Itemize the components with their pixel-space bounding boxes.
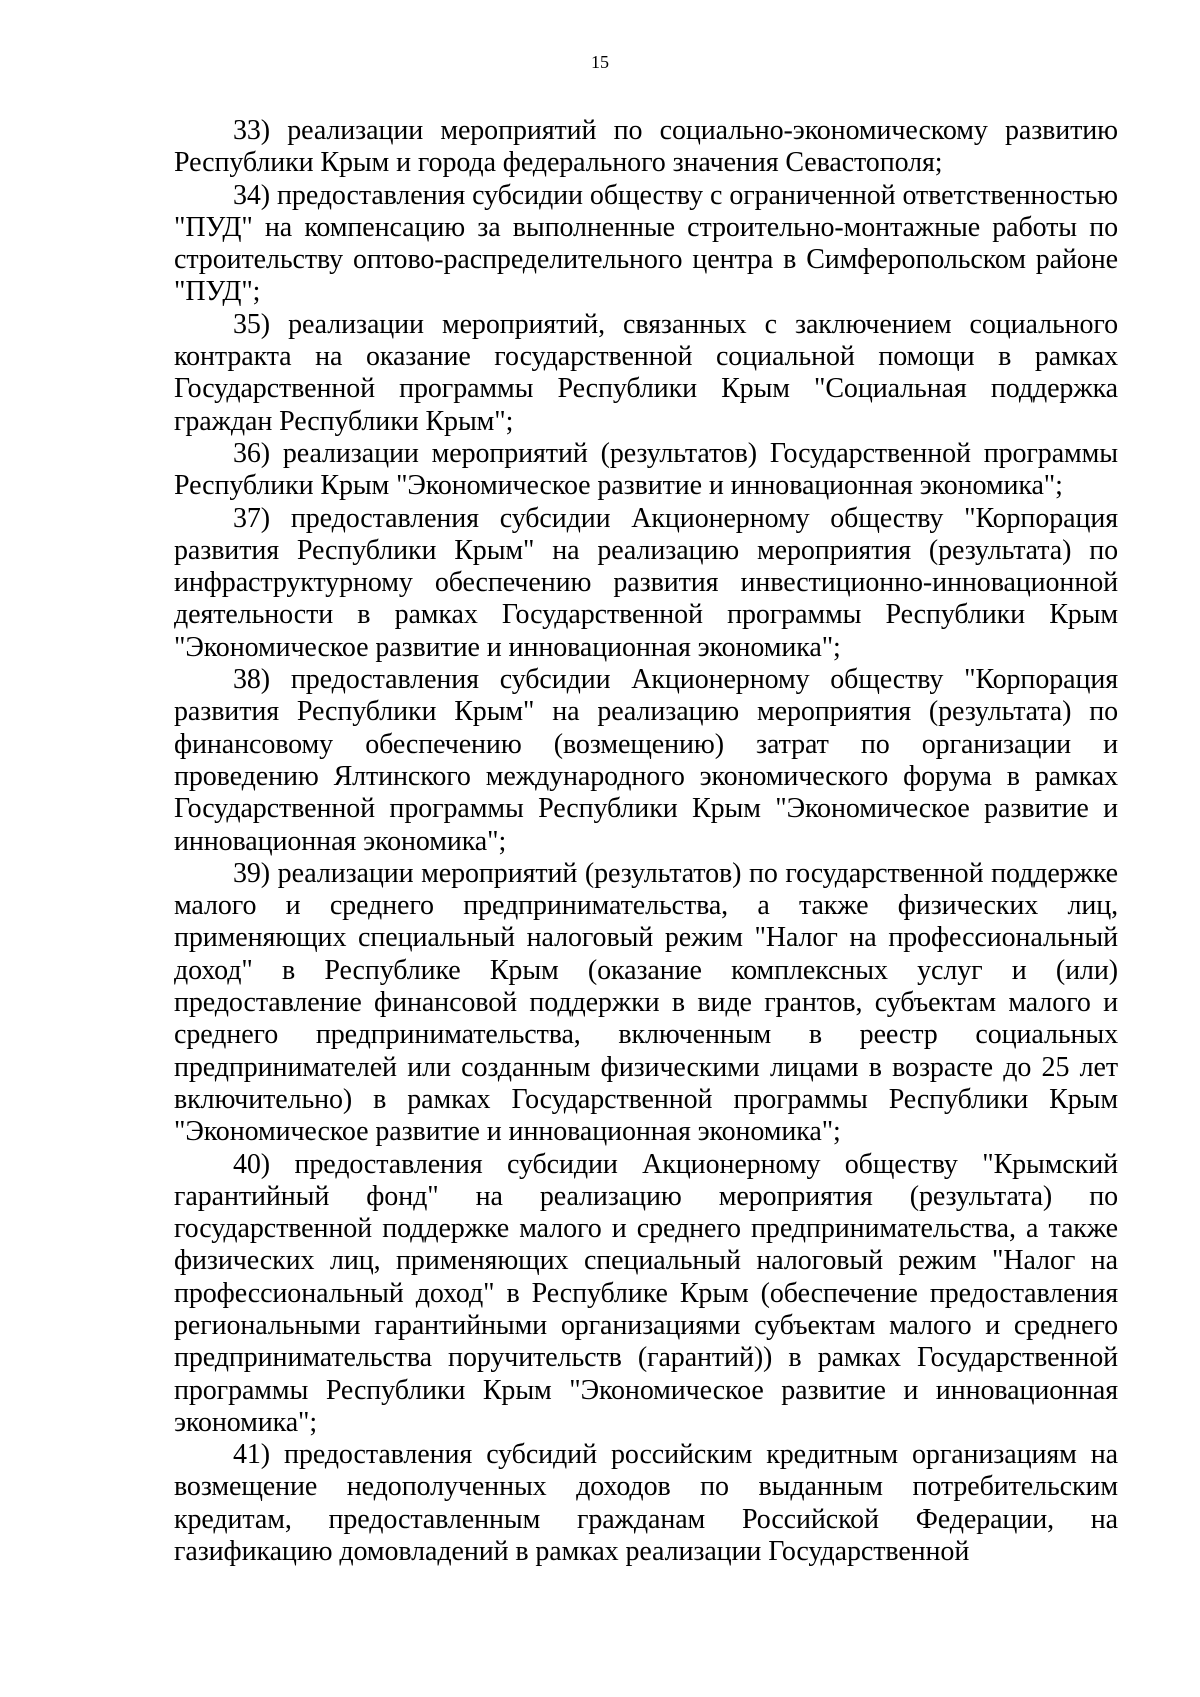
list-item-35: 35) реализации мероприятий, связанных с заключением социального контракта на оказание государственной социальной помощи в рамках Государственной программы Республики Крым "Социальная поддержка граждан Республики Крым"; (174, 308, 1118, 437)
document-body (174, 115, 1118, 1568)
list-item-33: 33) реализации мероприятий по социально-экономическому развитию Республики Крым и города федерального значения Севастополя; (174, 115, 1118, 179)
list-item-36: 36) реализации мероприятий (результатов) Государственной программы Республики Крым "Экономическое развитие и инновационная экономика"; (174, 437, 1118, 502)
page-number: 15 (591, 52, 609, 72)
list-item-40: 40) предоставления субсидии Акционерному обществу "Крымский гарантийный фонд" на реализацию мероприятия (результата) по государственной поддержке малого и среднего предпринимательства, а также физических лиц, применяющих специальный налоговый режим "Налог на профессиональный доход" в Республике Крым (обеспечение предоставления региональными гарантийными организациями субъектам малого и среднего предпринимательства поручительств (гарантий)) в рамках Государственной программы Республики Крым "Экономическое развитие и инновационная экономика"; (174, 1148, 1118, 1438)
list-item-41: 41) предоставления субсидий российским кредитным организациям на возмещение недополученных доходов по выданным потребительским кредитам, предоставленным гражданам Российской Федерации, на газификацию домовладений в рамках реализации Государственной (174, 1439, 1118, 1568)
list-item-39: 39) реализации мероприятий (результатов) по государственной поддержке малого и среднего предпринимательства, а также физических лиц, применяющих специальный налоговый режим "Налог на профессиональный доход" в Республике Крым (оказание комплексных услуг и (или) предоставление финансовой поддержки в виде грантов, субъектам малого и среднего предпринимательства, включенным в реестр социальных предпринимателей или созданным физическими лицами в возрасте до 25 лет включительно) в рамках Государственной программы Республики Крым "Экономическое развитие и инновационная экономика"; (174, 857, 1118, 1148)
list-item-38: 38) предоставления субсидии Акционерному обществу "Корпорация развития Республики Крым" на реализацию мероприятия (результата) по финансовому обеспечению (возмещению) затрат по организации и проведению Ялтинского международного экономического форума в рамках Государственной программы Республики Крым "Экономическое развитие и инновационная экономика"; (174, 664, 1118, 857)
list-item-34: 34) предоставления субсидии обществу с ограниченной ответственностью "ПУД" на компенсацию за выполненные строительно-монтажные работы по строительству оптово-распределительного центра в Симферопольском районе "ПУД"; (174, 179, 1118, 308)
list-item-37: 37) предоставления субсидии Акционерному обществу "Корпорация развития Республики Крым" на реализацию мероприятия (результата) по инфраструктурному обеспечению развития инвестиционно-инновационной деятельности в рамках Государственной программы Республики Крым "Экономическое развитие и инновационная экономика"; (174, 502, 1118, 663)
